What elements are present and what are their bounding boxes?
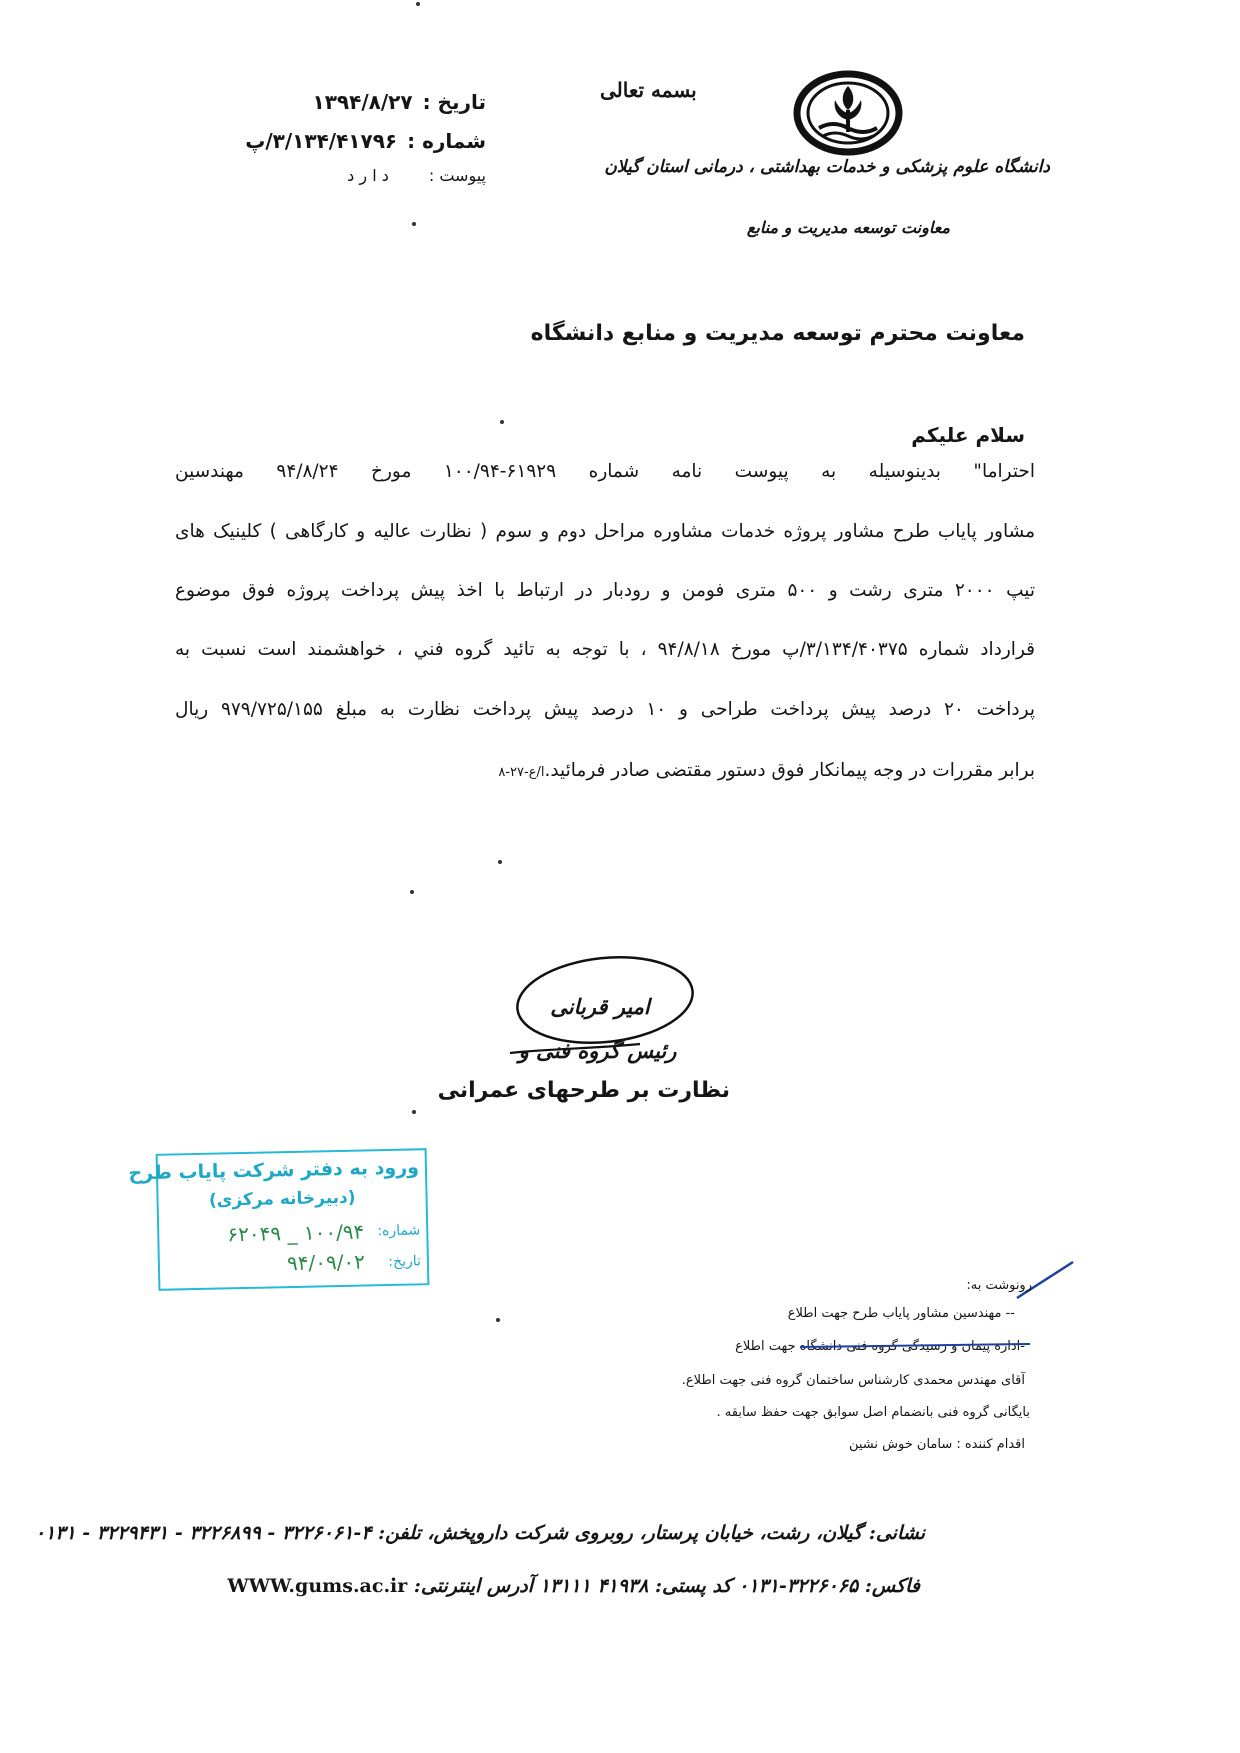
cc-heading: رونوشت به: [966, 1278, 1032, 1293]
footer-website: WWW.gums.ac.ir [227, 1575, 408, 1597]
scan-speck [412, 222, 416, 226]
body-line-1: احتراما" بدینوسیله به پیوست نامه شماره ۶۱۹۲۹-۱۰۰/۹۴ مورخ ۹۴/۸/۲۴ مهندسین [175, 461, 1035, 482]
organization-name: دانشگاه علوم پزشکی و خدمات بهداشتی ، درمانی استان گیلان [604, 157, 1050, 177]
stamp-title: ورود به دفتر شرکت پایاب طرح [128, 1156, 420, 1185]
letter-date [186, 90, 486, 114]
date-label: تاریخ : [422, 90, 486, 114]
cc-item-1: -- مهندسین مشاور پایاب طرح جهت اطلاع [787, 1306, 1015, 1321]
footer-address: نشانی: گیلان، رشت، خیابان پرستار، روبروی شرکت داروپخش، تلفن: ۴-۳۲۲۶۰۶۱ - ۳۲۲۶۸۹۹ - ۳۲۲۹۴۳۱ - ۰۱۳۱ [34, 1522, 925, 1544]
greeting: سلام علیکم [911, 423, 1025, 447]
attachment-label: پیوست : [428, 166, 486, 185]
footer-web-label: آدرس اینترنتی: [413, 1575, 534, 1597]
footer-postal-label: کد پستی: [654, 1575, 732, 1597]
number-value: ۳/۱۳۴/۴۱۷۹۶/پ [245, 129, 398, 153]
body-line-4: قرارداد شماره ۳/۱۳۴/۴۰۳۷۵/پ مورخ ۹۴/۸/۱۸ ، با توجه به تائید گروه فني ، خواهشمند است نسبت به [175, 639, 1035, 660]
department-name: معاونت توسعه مدیریت و منابع [746, 218, 950, 237]
university-logo-icon [793, 70, 903, 156]
cc-strike-line [800, 1334, 1030, 1340]
signer-department: نظارت بر طرحهای عمرانی [437, 1078, 730, 1103]
receipt-stamp [128, 1148, 430, 1291]
body-line-6-text: برابر مقررات در وجه پیمانکار فوق دستور مقتضی صادر فرمائید. [544, 760, 1035, 781]
cc-item-3: آقای مهندس محمدی کارشناس ساختمان گروه فنی جهت اطلاع. [681, 1373, 1025, 1388]
recipient: معاونت محترم توسعه مدیریت و منابع دانشگاه [530, 321, 1025, 346]
stamp-number-label: شماره: [377, 1222, 421, 1240]
stamp-subtitle: (دبیرخانه مرکزی) [208, 1187, 356, 1211]
cc-actor: اقدام کننده : سامان خوش نشین [848, 1437, 1025, 1452]
signer-name: امیر قربانی [550, 994, 650, 1019]
scan-speck [410, 890, 414, 894]
scan-speck [496, 1318, 500, 1322]
cc-item-2: -اداره پیمان و رسیدگی گروه فنی دانشگاه جهت اطلاع [735, 1339, 1025, 1354]
scan-speck [412, 1110, 416, 1114]
number-label: شماره : [407, 129, 486, 153]
bismillah: بسمه تعالی [600, 78, 697, 102]
body-line-5: پرداخت ۲۰ درصد پیش پرداخت طراحی و ۱۰ درصد پیش پرداخت نظارت به مبلغ ۹۷۹/۷۲۵/۱۵۵ ریال [175, 699, 1035, 720]
footer-contact [227, 1575, 920, 1597]
footer-postal-value: ۴۱۹۳۸ ۱۳۱۱۱ [539, 1575, 649, 1597]
letter-attachment [186, 166, 486, 185]
footer-fax: فاکس: ۳۲۲۶۰۶۵-۰۱۳۱ [738, 1575, 920, 1597]
scan-speck [500, 420, 504, 424]
cc-item-4: بایگانی گروه فنی بانضمام اصل سوابق جهت حفظ سابقه . [716, 1405, 1030, 1420]
scan-speck [498, 860, 502, 864]
stamp-date-value: ۹۴/۰۹/۰۲ [286, 1249, 366, 1276]
body-reference: ا/ع-۲۷-۸ [498, 765, 545, 780]
stamp-date-label: تاریخ: [388, 1253, 422, 1271]
body-line-2: مشاور پایاب طرح مشاور پروژه خدمات مشاوره مراحل دوم و سوم ( نظارت عالیه و کارگاهی ) کلینیک های [175, 521, 1035, 542]
date-value: ۱۳۹۴/۸/۲۷ [312, 90, 413, 114]
body-line-6 [175, 760, 1035, 781]
stamp-number-value: ۱۰۰/۹۴ _ ۶۲۰۴۹ [227, 1219, 365, 1247]
letter-number [186, 129, 486, 153]
body-line-3: تیپ ۲۰۰۰ متری رشت و ۵۰۰ متری فومن و رودبار در ارتباط با اخذ پیش پرداخت پروژه فوق موضوع [175, 580, 1035, 601]
scan-speck [416, 2, 420, 6]
signer-title: رئیس گروه فنی و [518, 1038, 677, 1063]
attachment-value: د ا ر د [347, 166, 389, 185]
